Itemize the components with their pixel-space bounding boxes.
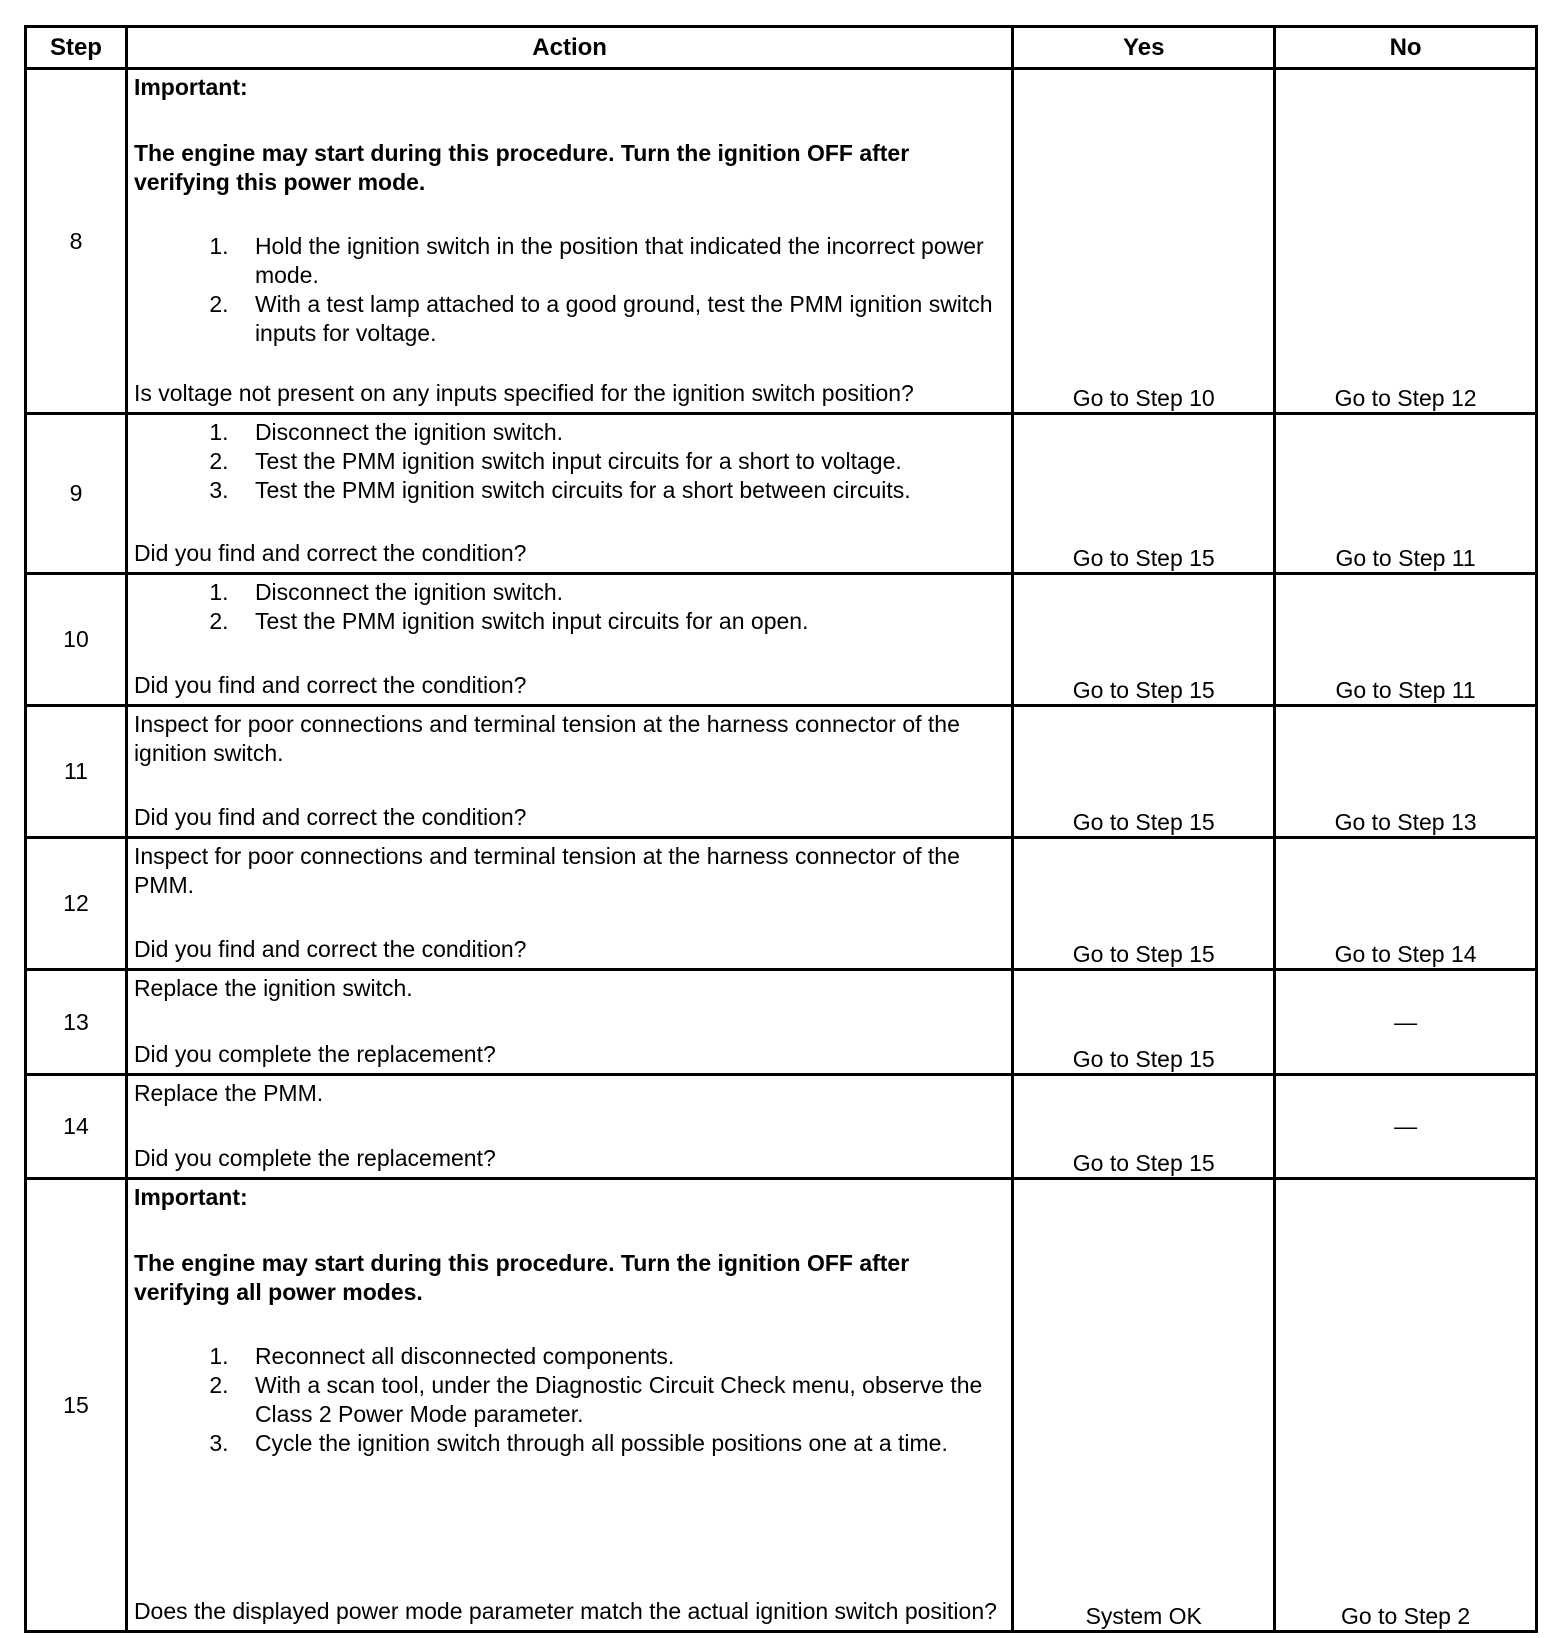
table-row: [26, 69, 1537, 414]
no-result: Go to Step 13: [1275, 706, 1537, 838]
no-result: Go to Step 14: [1275, 838, 1537, 970]
header-no: No: [1275, 27, 1537, 69]
important-text: The engine may start during this procedure. Turn the ignition OFF after verifying this power mode.: [133, 140, 910, 195]
action-cell: [126, 838, 1012, 970]
question-text: Did you find and correct the condition?: [133, 804, 527, 830]
yes-result: Go to Step 15: [1013, 706, 1275, 838]
procedure-item: 1. Disconnect the ignition switch.: [235, 578, 1003, 607]
table-row: [26, 838, 1537, 970]
instruction-text: Inspect for poor connections and terminal tension at the harness connector of the PMM.: [133, 843, 960, 898]
procedure-item: 2. With a scan tool, under the Diagnostic Circuit Check menu, observe the Class 2 Power Mode parameter.: [235, 1371, 1003, 1429]
action-cell: [126, 1075, 1012, 1179]
question-text: Did you complete the replacement?: [133, 1041, 496, 1067]
step-number: 10: [26, 574, 127, 706]
instruction-text: Replace the PMM.: [133, 1080, 324, 1106]
procedure-item: 1. Reconnect all disconnected components.: [235, 1342, 1003, 1371]
action-cell: [126, 970, 1012, 1075]
procedure-item: 2. With a test lamp attached to a good ground, test the PMM ignition switch inputs for voltage.: [235, 290, 1003, 348]
procedure-item: 1. Hold the ignition switch in the position that indicated the incorrect power mode.: [235, 232, 1003, 290]
action-cell: [126, 414, 1012, 574]
header-action: Action: [126, 27, 1012, 69]
question-text: Is voltage not present on any inputs specified for the ignition switch position?: [133, 380, 914, 406]
no-result: Go to Step 2: [1275, 1179, 1537, 1632]
procedure-list: [134, 232, 1003, 348]
procedure-list: [134, 1342, 1003, 1458]
step-number: 14: [26, 1075, 127, 1179]
question-text: Did you find and correct the condition?: [133, 540, 527, 566]
action-cell: [126, 706, 1012, 838]
header-step: Step: [26, 27, 127, 69]
procedure-item: 2. Test the PMM ignition switch input circuits for an open.: [235, 607, 1003, 636]
header-yes: Yes: [1013, 27, 1275, 69]
header-row: [26, 27, 1537, 69]
yes-result: Go to Step 15: [1013, 970, 1275, 1075]
yes-result: Go to Step 10: [1013, 69, 1275, 414]
step-number: 9: [26, 414, 127, 574]
question-text: Did you complete the replacement?: [133, 1145, 496, 1171]
procedure-item: 3. Test the PMM ignition switch circuits for a short between circuits.: [235, 476, 1003, 505]
step-number: 11: [26, 706, 127, 838]
action-cell: [126, 1179, 1012, 1632]
step-number: 8: [26, 69, 127, 414]
procedure-list: [134, 418, 1003, 505]
table-row: [26, 414, 1537, 574]
action-cell: [126, 574, 1012, 706]
procedure-list: [134, 578, 1003, 636]
important-label: Important:: [133, 1184, 248, 1210]
step-number: 13: [26, 970, 127, 1075]
no-result: Go to Step 11: [1275, 414, 1537, 574]
table-row: [26, 706, 1537, 838]
instruction-text: Replace the ignition switch.: [133, 975, 413, 1001]
procedure-item: 2. Test the PMM ignition switch input circuits for a short to voltage.: [235, 447, 1003, 476]
instruction-text: Inspect for poor connections and terminal tension at the harness connector of the ignition switch.: [133, 711, 960, 766]
table-row: [26, 1075, 1537, 1179]
procedure-item: 1. Disconnect the ignition switch.: [235, 418, 1003, 447]
yes-result: Go to Step 15: [1013, 1075, 1275, 1179]
yes-result: System OK: [1013, 1179, 1275, 1632]
no-result: —: [1275, 1075, 1537, 1179]
yes-result: Go to Step 15: [1013, 574, 1275, 706]
step-number: 15: [26, 1179, 127, 1632]
yes-result: Go to Step 15: [1013, 838, 1275, 970]
step-number: 12: [26, 838, 127, 970]
action-cell: [126, 69, 1012, 414]
no-result: —: [1275, 970, 1537, 1075]
no-result: Go to Step 11: [1275, 574, 1537, 706]
table-row: [26, 970, 1537, 1075]
question-text: Does the displayed power mode parameter match the actual ignition switch position?: [133, 1598, 997, 1624]
yes-result: Go to Step 15: [1013, 414, 1275, 574]
important-text: The engine may start during this procedure. Turn the ignition OFF after verifying all power modes.: [133, 1250, 910, 1305]
table-row: [26, 574, 1537, 706]
important-label: Important:: [133, 74, 248, 100]
no-result: Go to Step 12: [1275, 69, 1537, 414]
procedure-item: 3. Cycle the ignition switch through all possible positions one at a time.: [235, 1429, 1003, 1458]
diagnostic-table: [24, 25, 1538, 1633]
table-row: [26, 1179, 1537, 1632]
question-text: Did you find and correct the condition?: [133, 936, 527, 962]
question-text: Did you find and correct the condition?: [133, 672, 527, 698]
